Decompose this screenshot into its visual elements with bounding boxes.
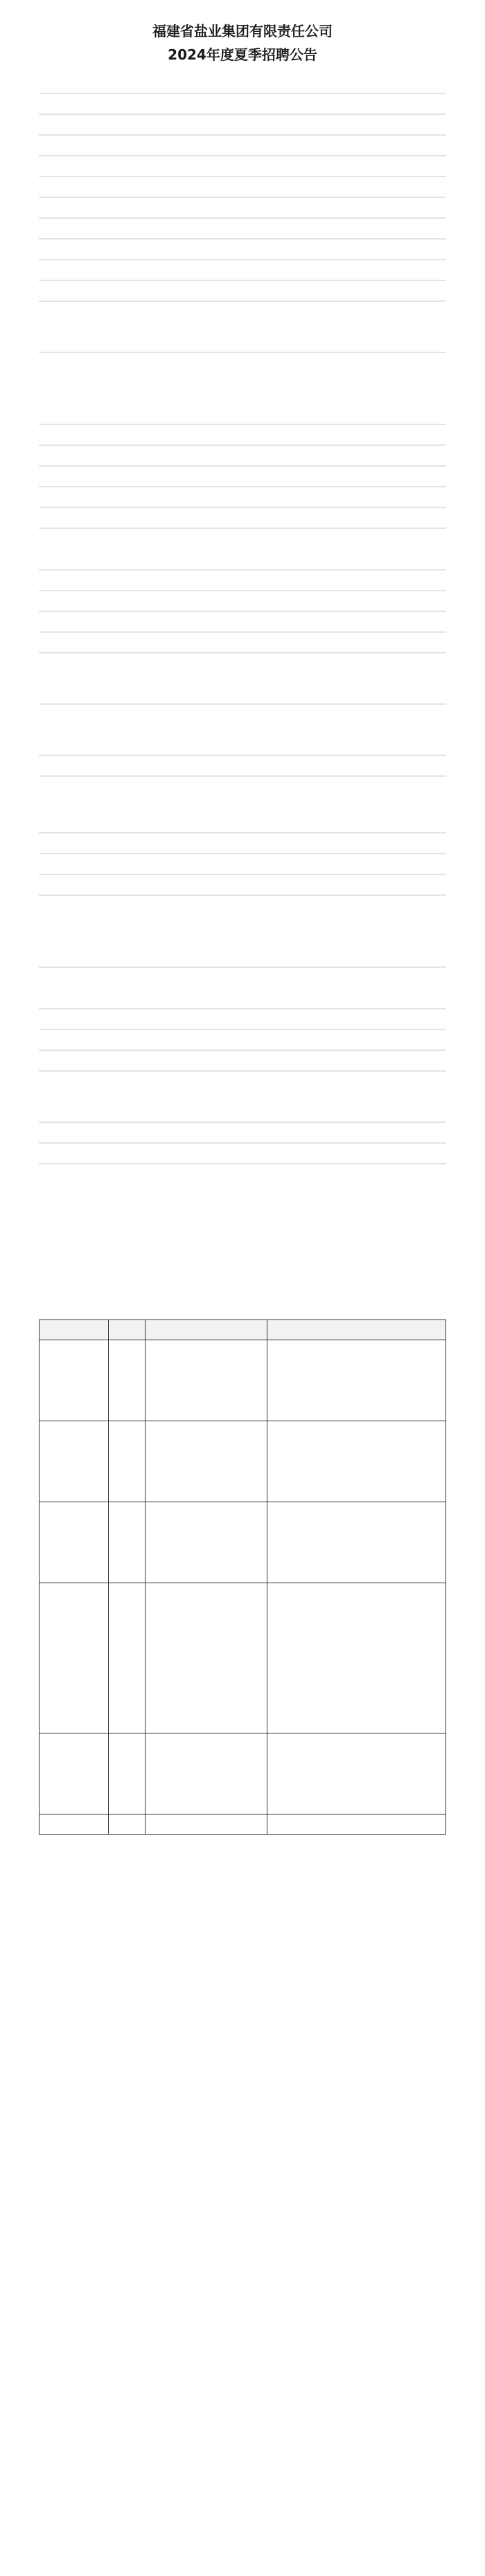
table-row <box>39 1583 446 1733</box>
paragraph <box>39 456 446 476</box>
position-cell <box>39 1340 109 1421</box>
paragraph <box>39 622 446 642</box>
position-cell <box>39 1421 109 1502</box>
count-cell <box>108 1421 145 1502</box>
requirements-cell <box>267 1502 446 1583</box>
paragraph <box>39 1112 446 1133</box>
section-heading <box>39 372 446 393</box>
paragraph <box>39 864 446 885</box>
paragraph <box>39 1061 446 1081</box>
column-header <box>267 1320 446 1340</box>
registration-link[interactable] <box>39 786 446 822</box>
column-header <box>108 1320 145 1340</box>
position-cell <box>39 1583 109 1733</box>
section-heading <box>39 915 446 936</box>
signature-org <box>39 1216 446 1236</box>
announcement-title <box>39 19 446 66</box>
paragraph <box>39 497 446 518</box>
empty-cell <box>145 1814 267 1835</box>
table-row <box>39 1340 446 1421</box>
count-cell <box>108 1502 145 1583</box>
paragraph <box>39 1040 446 1061</box>
sub-heading <box>39 978 446 998</box>
paragraph <box>39 518 446 539</box>
section-notes <box>39 1091 446 1174</box>
total-count-cell <box>108 1814 145 1835</box>
section-benefits <box>39 915 446 1081</box>
paragraph <box>39 998 446 1019</box>
sub-heading <box>39 539 446 559</box>
paragraph <box>39 476 446 497</box>
section-application <box>39 724 446 906</box>
table-row <box>39 1502 446 1583</box>
paragraph <box>39 694 446 714</box>
positions-table <box>39 1319 446 1835</box>
paragraph <box>39 885 446 906</box>
paragraph <box>39 1153 446 1174</box>
appendix-label <box>39 1278 446 1296</box>
empty-cell <box>267 1814 446 1835</box>
table-row <box>39 1421 446 1502</box>
position-cell <box>39 1733 109 1814</box>
intro-paragraph <box>39 83 446 312</box>
signature-date <box>39 1236 446 1257</box>
appendix <box>39 1278 446 1877</box>
count-cell <box>108 1733 145 1814</box>
paragraph <box>39 1133 446 1153</box>
title-line-company: 福建省盐业集团有限责任公司 <box>152 23 333 39</box>
major-cell <box>145 1502 267 1583</box>
paragraph <box>39 957 446 978</box>
paragraph <box>39 580 446 601</box>
paragraph <box>39 414 446 435</box>
paragraph <box>39 1019 446 1040</box>
contacts-block <box>39 1840 446 1877</box>
total-label-cell <box>39 1814 109 1835</box>
count-cell <box>108 1340 145 1421</box>
paragraph <box>39 435 446 456</box>
section-heading <box>39 321 446 342</box>
section-heading <box>39 673 446 694</box>
paragraph <box>39 766 446 786</box>
major-cell <box>145 1733 267 1814</box>
total-row <box>39 1814 446 1835</box>
section-positions <box>39 321 446 363</box>
sub-heading <box>39 393 446 414</box>
column-header <box>39 1320 109 1340</box>
paragraph <box>39 745 446 766</box>
signature-block <box>39 1216 446 1257</box>
requirements-cell <box>267 1421 446 1502</box>
section-heading <box>39 1091 446 1112</box>
major-cell <box>145 1583 267 1733</box>
intro-paragraph-block <box>39 83 446 312</box>
contact-line <box>39 1840 446 1853</box>
requirements-cell <box>267 1583 446 1733</box>
title-line-notice: 2024年度夏季招聘公告 <box>168 46 317 63</box>
section-conditions <box>39 372 446 663</box>
requirements-cell <box>267 1733 446 1814</box>
paragraph <box>39 843 446 864</box>
major-cell <box>145 1340 267 1421</box>
section-process <box>39 673 446 714</box>
contact-line <box>39 1853 446 1865</box>
paragraph <box>39 342 446 363</box>
sub-heading <box>39 936 446 957</box>
table-row <box>39 1733 446 1814</box>
paragraph <box>39 601 446 622</box>
paragraph <box>39 642 446 663</box>
count-cell <box>108 1583 145 1733</box>
section-heading <box>39 724 446 745</box>
requirements-cell <box>267 1340 446 1421</box>
paragraph <box>39 822 446 843</box>
table-header-row <box>39 1320 446 1340</box>
appendix-title <box>39 1296 446 1315</box>
major-cell <box>145 1421 267 1502</box>
contact-line <box>39 1865 446 1877</box>
column-header <box>145 1320 267 1340</box>
paragraph <box>39 559 446 580</box>
position-cell <box>39 1502 109 1583</box>
